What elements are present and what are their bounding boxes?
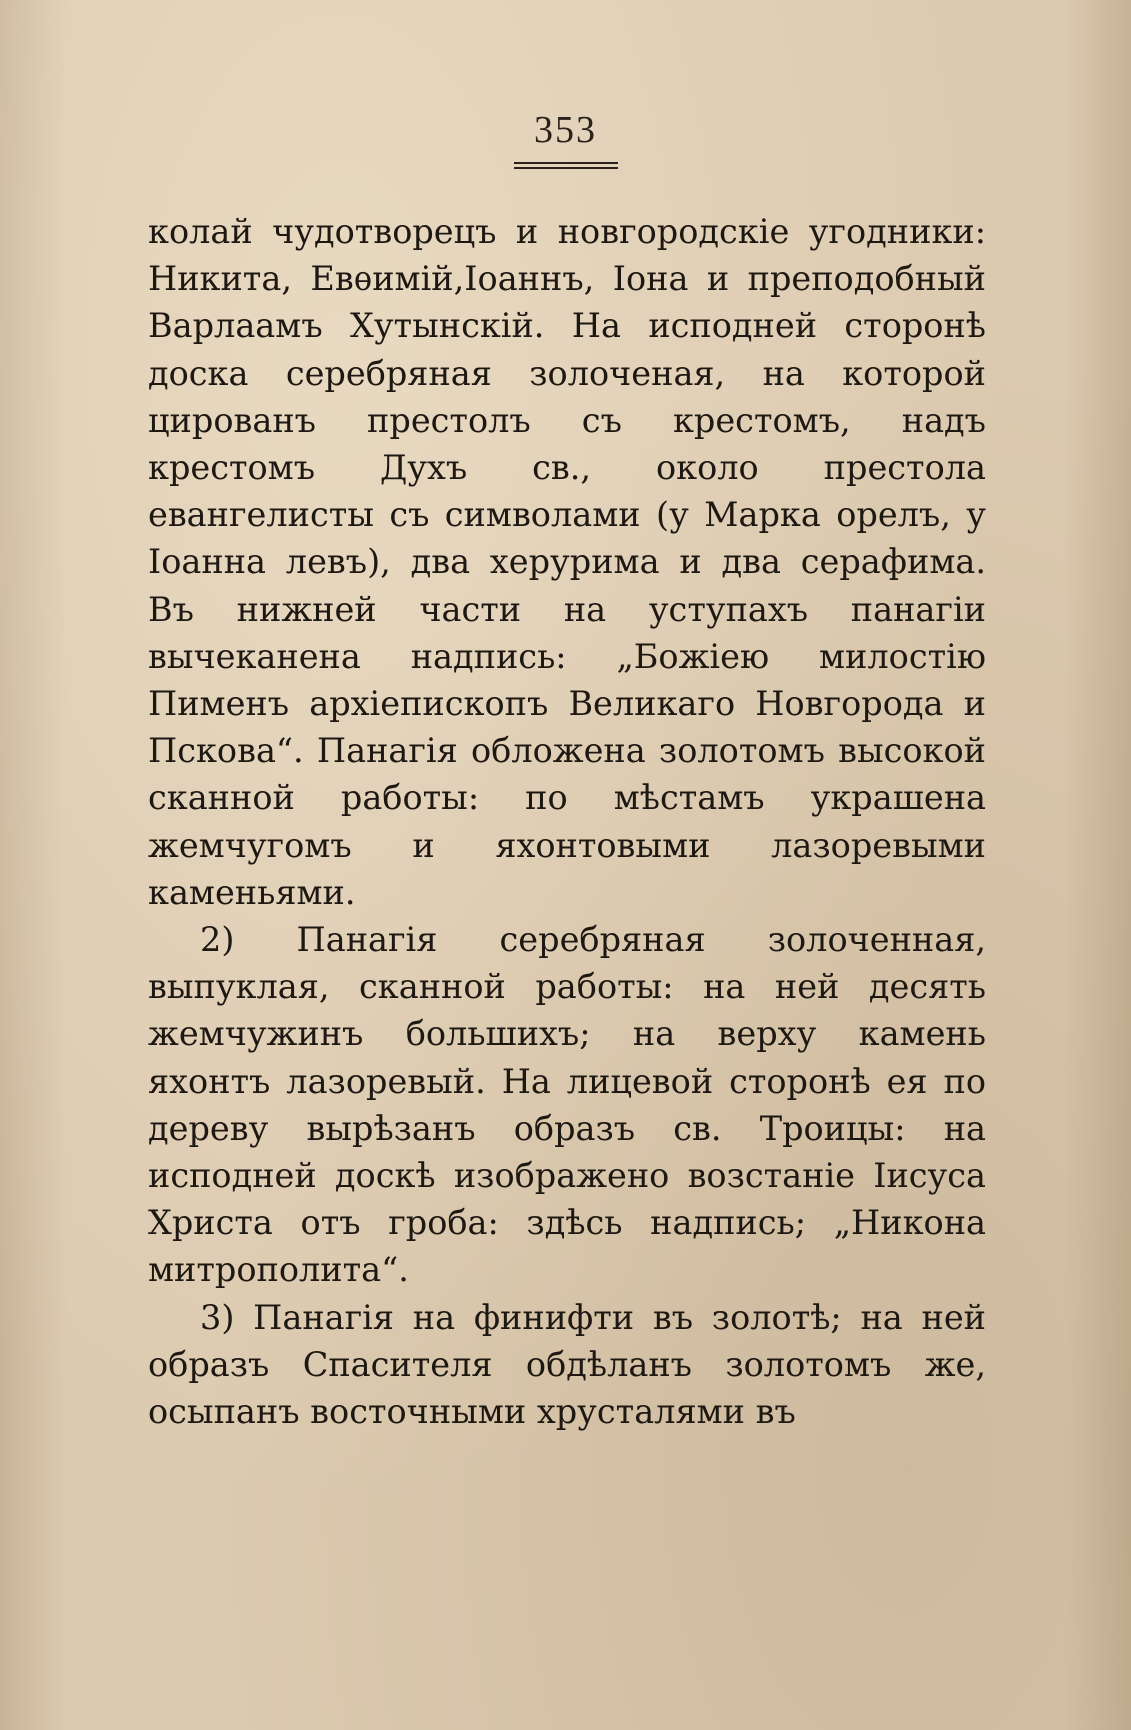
paragraph-item-3: 3) Панагія на финифти въ золотѣ; на ней образъ Спасителя обдѣланъ золотомъ же, осыпанъ восточными хрусталями въ xyxy=(148,1297,986,1432)
header-double-rule xyxy=(514,162,618,169)
page-header xyxy=(0,108,1131,169)
paragraph-item-2: 2) Панагія серебряная золоченная, выпуклая, сканной работы: на ней десять жемчужинъ большихъ; на верху камень яхонтъ лазоревый. На лицевой сторонѣ ея по дереву вырѣзанъ образъ св. Троицы: на исподней доскѣ изображено возстаніе Іисуса Христа отъ гроба: здѣсь надпись; „Никона митрополита“. xyxy=(148,920,986,1290)
paragraph-continuation: колай чудотворецъ и новгородскіе угодники: Никита, Евѳимій,Іоаннъ, Іона и преподобный Варлаамъ Хутынскій. На исподней сторонѣ доска серебряная золоченая, на которой цированъ престолъ съ крестомъ, надъ крестомъ Духъ св., около престола евангелисты съ символами (у Марка орелъ, у Іоанна левъ), два херурима и два серафима. Въ нижней части на уступахъ панагіи вычеканена надпись: „Божіею милостію Пименъ архіепископъ Великаго Новгорода и Пскова“. Панагія обложена золотомъ высокой сканной работы: по мѣстамъ украшена жемчугомъ и яхонтовыми лазоревыми каменьями. xyxy=(148,212,986,912)
body-text xyxy=(148,208,986,1435)
page-number: 353 xyxy=(534,109,597,151)
